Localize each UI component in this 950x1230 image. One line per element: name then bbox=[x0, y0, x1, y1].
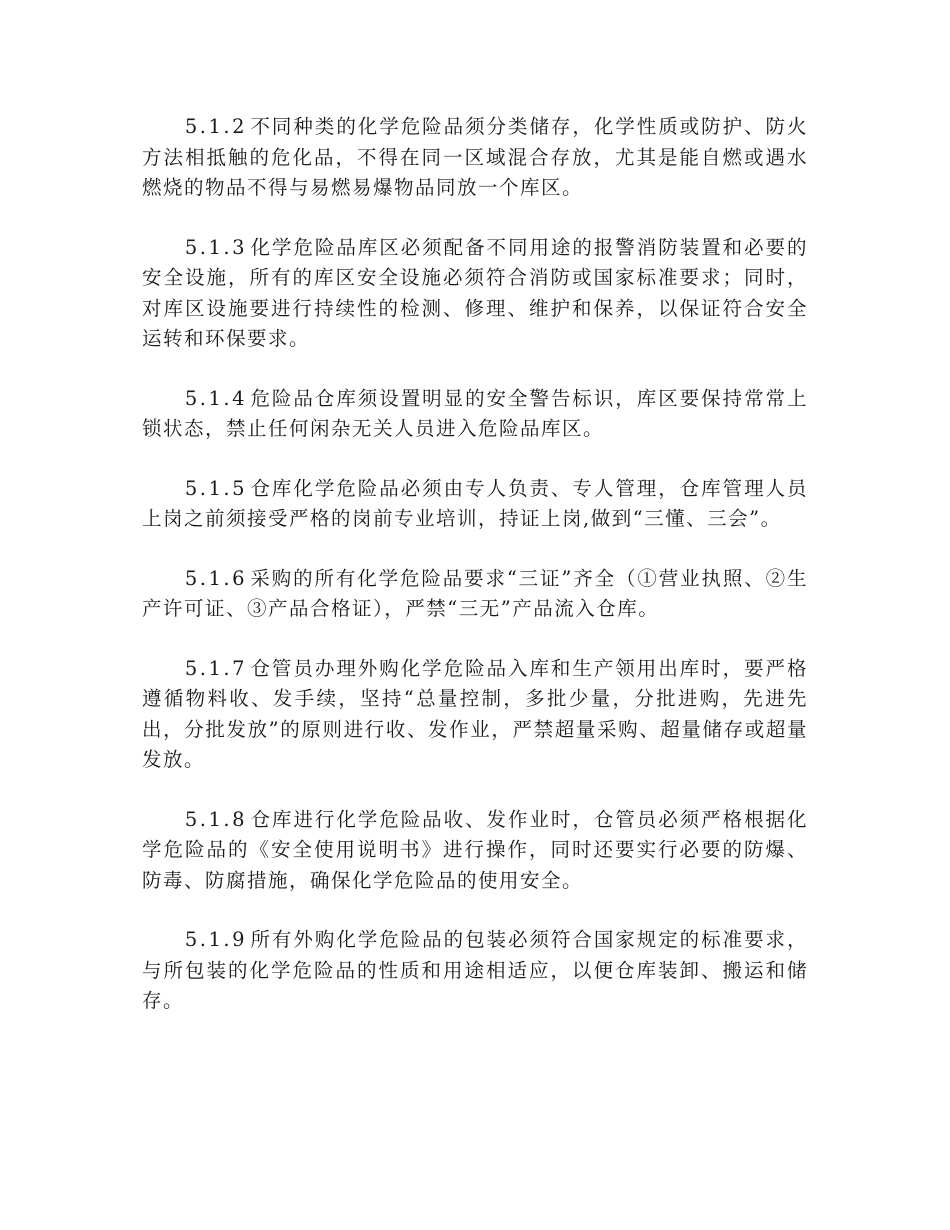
clause-text: 化学危险品库区必须配备不同用途的报警消防装置和必要的安全设施，所有的库区安全设施必须符合消防或国家标准要求；同时，对库区设施要进行持续性的检测、修理、维护和保养，以保证符合安全运转和环保要求。 bbox=[142, 235, 808, 350]
clause-paragraph bbox=[142, 654, 808, 776]
clause-paragraph bbox=[142, 233, 808, 355]
clause-number: 5.1.9 bbox=[184, 928, 248, 951]
clause-text: 仓管员办理外购化学危险品入库和生产领用出库时，要严格遵循物料收、发手续，坚持“总量控制，多批少量，分批进购，先进先出，分批发放”的原则进行收、发作业，严禁超量采购、超量储存或超量发放。 bbox=[142, 656, 808, 771]
clause-paragraph bbox=[142, 925, 808, 1017]
clause-number: 5.1.5 bbox=[184, 476, 248, 500]
clause-text: 所有外购化学危险品的包装必须符合国家规定的标准要求，与所包装的化学危险品的性质和用途相适应，以便仓库装卸、搬运和储存。 bbox=[142, 928, 808, 1012]
clause-paragraph bbox=[142, 805, 808, 897]
clause-text: 仓库化学危险品必须由专人负责、专人管理，仓库管理人员上岗之前须接受严格的岗前专业培训，持证上岗,做到“三懂、三会”。 bbox=[142, 476, 808, 530]
clause-paragraph bbox=[142, 564, 808, 625]
clause-paragraph bbox=[142, 474, 808, 535]
clause-paragraph bbox=[142, 112, 808, 204]
clause-number: 5.1.4 bbox=[184, 386, 248, 410]
clause-text: 仓库进行化学危险品收、发作业时，仓管员必须严格根据化学危险品的《安全使用说明书》进行操作，同时还要实行必要的防爆、防毒、防腐措施，确保化学危险品的使用安全。 bbox=[142, 807, 808, 892]
clause-number: 5.1.8 bbox=[184, 807, 248, 831]
clause-number: 5.1.7 bbox=[184, 656, 248, 680]
clause-paragraph bbox=[142, 384, 808, 445]
clause-number: 5.1.3 bbox=[184, 235, 248, 259]
clause-text: 采购的所有化学危险品要求“三证”齐全（①营业执照、②生产许可证、③产品合格证），严禁“三无”产品流入仓库。 bbox=[142, 566, 808, 620]
document-body bbox=[142, 112, 808, 1017]
clause-text: 不同种类的化学危险品须分类储存，化学性质或防护、防火方法相抵触的危化品，不得在同一区域混合存放，尤其是能自燃或遇水燃烧的物品不得与易燃易爆物品同放一个库区。 bbox=[142, 115, 808, 199]
clause-text: 危险品仓库须设置明显的安全警告标识，库区要保持常常上锁状态，禁止任何闲杂无关人员进入危险品库区。 bbox=[142, 386, 808, 440]
clause-number: 5.1.2 bbox=[184, 115, 248, 138]
clause-number: 5.1.6 bbox=[184, 566, 248, 590]
